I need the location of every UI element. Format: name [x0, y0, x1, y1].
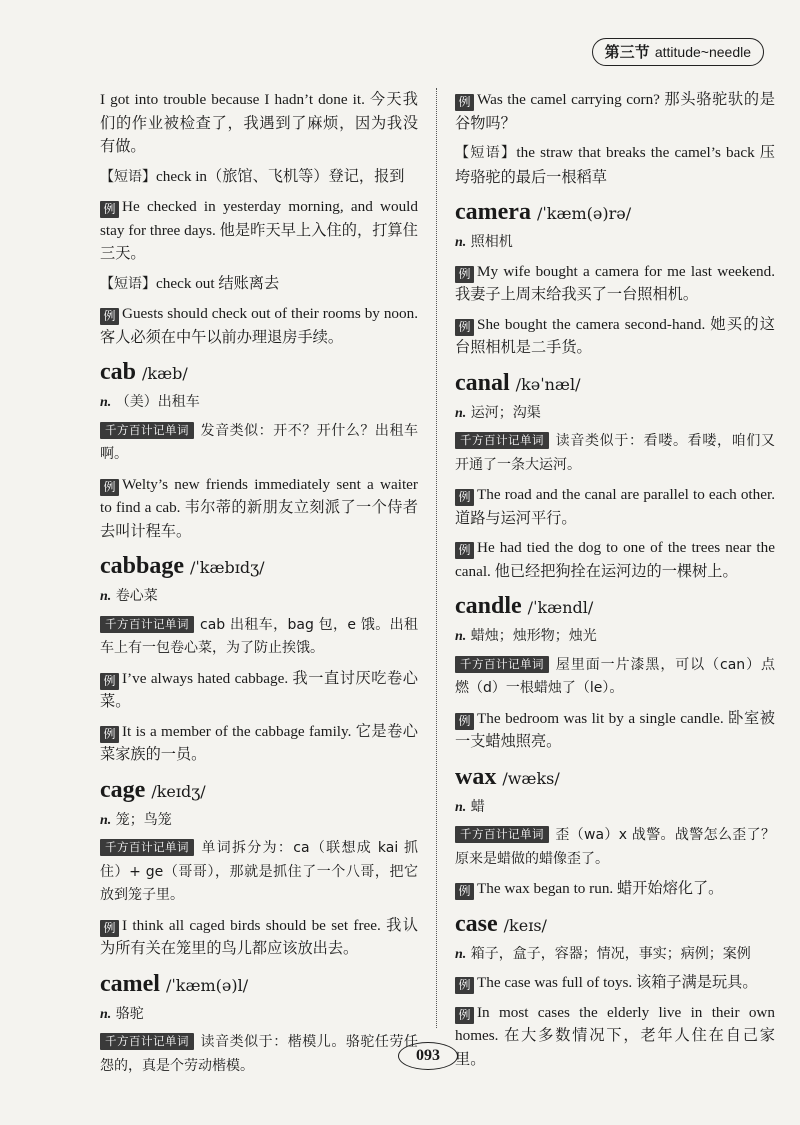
- memory-tip: [100, 614, 418, 661]
- example-sentence: [100, 473, 418, 544]
- example-text: I think all caged birds should be set free. 我认为所有关在笼里的鸟儿都应该放出去。: [100, 916, 418, 957]
- phonetic-transcription: /kæb/: [142, 364, 188, 383]
- part-of-speech: n.: [100, 812, 112, 828]
- left-column: [100, 88, 418, 1084]
- definition-text: 箱子，盒子，容器；情况，事实；病例；案例: [470, 945, 751, 962]
- example-sentence: [455, 313, 775, 360]
- memory-tip-text: 读音类似于：楷模儿。骆驼任劳任怨的，真是个劳动楷模。: [100, 1034, 418, 1074]
- headword-entry: [455, 909, 775, 941]
- example-sentence: [455, 536, 775, 583]
- definition-line: [100, 391, 418, 415]
- definition-line: [100, 585, 418, 609]
- definition-text: （美）出租车: [115, 394, 200, 410]
- body-paragraph: I got into trouble because I hadn’t done it. 今天我们的作业被检查了，我遇到了麻烦，因为我没有做。: [100, 91, 418, 155]
- headword-entry: [100, 551, 418, 583]
- phrase-entry: [100, 272, 418, 297]
- phonetic-transcription: /keɪdʒ/: [151, 781, 206, 801]
- part-of-speech: n.: [455, 629, 467, 644]
- memory-tip-tag: 千方百计记单词: [455, 826, 549, 843]
- memory-tip-tag: 千方百计记单词: [100, 1033, 194, 1050]
- example-sentence: [100, 720, 418, 767]
- phonetic-transcription: /ˈkæbɪdʒ/: [190, 558, 265, 577]
- example-sentence: [455, 1001, 775, 1072]
- example-icon: 例: [455, 266, 474, 283]
- example-text: In most cases the elderly live in their own homes. 在大多数情况下，老年人住在自己家里。: [455, 1003, 775, 1068]
- memory-tip-text: 歪（wa）x 战警。战警怎么歪了？原来是蜡做的蜡像歪了。: [455, 827, 775, 867]
- example-sentence: [455, 260, 775, 307]
- part-of-speech: n.: [455, 235, 467, 250]
- example-text: I’ve always hated cabbage. 我一直讨厌吃卷心菜。: [100, 669, 418, 710]
- example-icon: 例: [455, 542, 474, 559]
- section-header-tag: [592, 38, 764, 66]
- definition-line: [100, 1003, 418, 1027]
- example-text: He had tied the dog to one of the trees near the canal. 他已经把狗拴在运河边的一棵树上。: [455, 539, 775, 580]
- memory-tip: [455, 654, 775, 701]
- phonetic-transcription: /ˈkæm(ə)l/: [165, 975, 249, 995]
- memory-tip-tag: 千方百计记单词: [100, 422, 194, 439]
- memory-tip-text: 屋里面一片漆黑，可以（can）点燃（d）一根蜡烛了（le）。: [455, 656, 775, 696]
- definition-line: [100, 809, 418, 833]
- example-icon: 例: [455, 1007, 474, 1024]
- phonetic-transcription: /ˈkændl/: [527, 598, 594, 617]
- example-text: The wax began to run. 蜡开始熔化了。: [477, 880, 724, 897]
- definition-text: 骆驼: [115, 1005, 144, 1022]
- part-of-speech: n.: [455, 405, 467, 421]
- headword-text: canal: [455, 369, 510, 396]
- memory-tip-tag: 千方百计记单词: [455, 432, 549, 449]
- example-text: Was the camel carrying corn? 那头骆驼驮的是谷物吗？: [455, 91, 775, 132]
- example-sentence: [455, 88, 775, 135]
- headword-entry: [455, 368, 775, 400]
- definition-line: [455, 402, 775, 426]
- headword-text: wax: [455, 763, 497, 790]
- phonetic-transcription: /keɪs/: [503, 915, 547, 935]
- memory-tip: [455, 430, 775, 477]
- part-of-speech: n.: [100, 589, 112, 604]
- headword-entry: [100, 357, 418, 389]
- headword-text: candle: [455, 593, 522, 619]
- headword-entry: [455, 591, 775, 623]
- example-icon: 例: [455, 883, 474, 900]
- definition-text: 运河；沟渠: [470, 404, 541, 421]
- memory-tip-text: 读音类似于：看喽。看喽，咱们又开通了一条大运河。: [455, 433, 775, 473]
- example-text: The case was full of toys. 该箱子满是玩具。: [477, 974, 758, 991]
- example-icon: 例: [100, 673, 119, 690]
- example-text: The road and the canal are parallel to each other. 道路与运河平行。: [455, 486, 775, 527]
- part-of-speech: n.: [100, 1006, 112, 1022]
- example-sentence: [455, 971, 775, 995]
- headword-text: cab: [100, 359, 136, 385]
- phrase-entry: [100, 165, 418, 190]
- example-text: My wife bought a camera for me last weekend. 我妻子上周末给我买了一台照相机。: [455, 262, 775, 303]
- memory-tip-text: 单词拆分为：ca（联想成 kai 抓住）+ ge（哥哥），那就是抓住了一个八哥，把它放到笼子里。: [100, 840, 418, 903]
- definition-text: 笼；鸟笼: [115, 811, 172, 828]
- right-column: [455, 88, 775, 1077]
- section-range: attitude~needle: [654, 44, 751, 60]
- phrase-text: the straw that breaks the camel’s back 压垮骆驼的最后一根稻草: [455, 144, 775, 186]
- example-sentence: [455, 483, 775, 530]
- example-text: He checked in yesterday morning, and would stay for three days. 他是昨天早上入住的，打算住三天。: [100, 198, 418, 262]
- memory-tip-text: 发音类似：开不？开什么？出租车啊。: [100, 422, 418, 462]
- example-icon: 例: [455, 489, 474, 506]
- example-sentence: [455, 707, 775, 754]
- column-divider: [436, 88, 437, 1028]
- part-of-speech: n.: [455, 799, 467, 815]
- phonetic-transcription: /ˈkæm(ə)rə/: [536, 204, 632, 223]
- phrase-label: 【短语】: [100, 275, 156, 292]
- example-icon: 例: [100, 920, 119, 937]
- phonetic-transcription: /wæks/: [502, 768, 560, 788]
- headword-entry: [100, 969, 418, 1001]
- headword-text: cabbage: [100, 553, 184, 579]
- memory-tip: [100, 420, 418, 467]
- memory-tip-text: cab 出租车，bag 包，e 饿。出租车上有一包卷心菜，为了防止挨饿。: [100, 616, 418, 656]
- phrase-entry: [455, 141, 775, 189]
- example-sentence: [100, 667, 418, 714]
- definition-line: [455, 231, 775, 255]
- memory-tip-tag: 千方百计记单词: [100, 616, 194, 633]
- example-icon: 例: [100, 479, 119, 496]
- phrase-text: check in（旅馆、飞机等）登记，报到: [156, 167, 405, 185]
- example-text: The bedroom was lit by a single candle. 卧室被一支蜡烛照亮。: [455, 709, 775, 750]
- memory-tip-tag: 千方百计记单词: [100, 839, 194, 856]
- example-sentence: [100, 302, 418, 349]
- memory-tip: [455, 824, 775, 871]
- headword-entry: [100, 775, 418, 807]
- phrase-label: 【短语】: [100, 168, 156, 185]
- memory-tip: [100, 837, 418, 908]
- memory-tip: [100, 1031, 418, 1078]
- example-sentence: [100, 914, 418, 961]
- part-of-speech: n.: [455, 946, 467, 962]
- example-icon: 例: [455, 977, 474, 994]
- example-icon: 例: [100, 726, 119, 743]
- headword-text: camera: [455, 199, 531, 225]
- page-number: 093: [398, 1042, 458, 1070]
- definition-line: [455, 625, 775, 649]
- headword-text: case: [455, 910, 498, 937]
- memory-tip-tag: 千方百计记单词: [455, 656, 549, 673]
- phrase-text: check out 结账离去: [156, 274, 280, 292]
- example-text: It is a member of the cabbage family. 它是卷心菜家族的一员。: [100, 722, 418, 763]
- part-of-speech: n.: [100, 395, 112, 410]
- example-icon: 例: [455, 713, 474, 730]
- example-icon: 例: [100, 308, 119, 325]
- definition-line: [455, 943, 775, 967]
- example-icon: 例: [455, 94, 474, 111]
- headword-text: camel: [100, 970, 160, 997]
- phonetic-transcription: /kəˈnæl/: [515, 374, 581, 394]
- example-icon: 例: [455, 319, 474, 336]
- example-sentence: [455, 877, 775, 901]
- headword-text: cage: [100, 776, 146, 803]
- example-sentence: [100, 195, 418, 266]
- definition-text: 蜡烛；烛形物；烛光: [470, 628, 597, 644]
- headword-entry: [455, 197, 775, 229]
- headword-entry: [455, 762, 775, 794]
- example-text: Guests should check out of their rooms by noon. 客人必须在中午以前办理退房手续。: [100, 305, 418, 346]
- phrase-label: 【短语】: [455, 145, 517, 161]
- definition-text: 蜡: [470, 798, 485, 815]
- example-text: Welty’s new friends immediately sent a waiter to find a cab. 韦尔蒂的新朋友立刻派了一个侍者去叫计程车。: [100, 475, 418, 540]
- section-number: 第三节: [604, 43, 650, 61]
- example-icon: 例: [100, 201, 119, 218]
- definition-line: [455, 796, 775, 820]
- example-text: She bought the camera second-hand. 她买的这台照相机是二手货。: [455, 315, 775, 356]
- definition-text: 卷心菜: [115, 588, 158, 604]
- definition-text: 照相机: [470, 234, 513, 250]
